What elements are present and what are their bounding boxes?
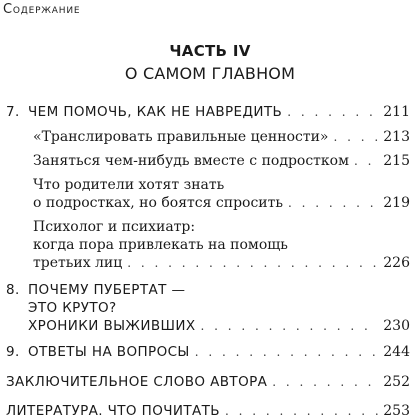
chapter-title: ПОЧЕМУ ПУБЕРТАТ — bbox=[28, 282, 186, 298]
toc-entry-afterword[interactable] bbox=[6, 374, 410, 390]
dot-leader bbox=[272, 374, 378, 390]
toc-entry-literature[interactable] bbox=[6, 403, 410, 419]
toc-entry-section[interactable] bbox=[33, 195, 410, 211]
page-number: 213 bbox=[383, 129, 410, 145]
chapter-title: ОТВЕТЫ НА ВОПРОСЫ bbox=[28, 344, 190, 360]
chapter-title-continued: ХРОНИКИ ВЫЖИВШИХ bbox=[28, 318, 196, 334]
dot-leader bbox=[288, 195, 378, 211]
dot-leader bbox=[354, 153, 378, 169]
literature-title: ЛИТЕРАТУРА. ЧТО ПОЧИТАТЬ bbox=[6, 403, 220, 419]
part-subtitle: О САМОМ ГЛАВНОМ bbox=[124, 64, 296, 83]
toc-entry-section[interactable] bbox=[33, 153, 410, 169]
section-title: Психолог и психиатр: bbox=[33, 219, 196, 235]
page-number: 252 bbox=[383, 374, 410, 390]
toc-entry-section-line[interactable] bbox=[33, 177, 410, 193]
page-number: 215 bbox=[383, 153, 410, 169]
dot-leader bbox=[195, 344, 379, 360]
section-title: Что родители хотят знать bbox=[33, 177, 225, 193]
part-title: ЧАСТЬ IV bbox=[169, 42, 251, 60]
dot-leader bbox=[225, 403, 378, 419]
dot-leader bbox=[287, 104, 378, 120]
toc-entry-section[interactable] bbox=[33, 255, 410, 271]
toc-entry-section-line[interactable] bbox=[33, 219, 410, 235]
page-number: 253 bbox=[383, 403, 410, 419]
dot-leader bbox=[127, 255, 378, 271]
dot-leader bbox=[333, 129, 378, 145]
section-title-continued: третьих лиц bbox=[33, 255, 123, 271]
section-title: Заняться чем-нибудь вместе с подростком bbox=[33, 153, 349, 169]
chapter-title-continued: ЭТО КРУТО? bbox=[28, 300, 117, 316]
afterword-title: ЗАКЛЮЧИТЕЛЬНОЕ СЛОВО АВТОРА bbox=[6, 374, 268, 390]
chapter-number: 7. bbox=[6, 104, 20, 120]
toc-entry-section-line[interactable] bbox=[33, 237, 410, 253]
toc-entry-chapter-7[interactable] bbox=[6, 104, 410, 120]
running-head: Содержание bbox=[3, 2, 81, 17]
section-title-continued: когда пора привлекать на помощь bbox=[33, 237, 288, 253]
toc-entry-chapter-8-line[interactable] bbox=[6, 282, 410, 298]
section-title-continued: о подростках, но боятся спросить bbox=[33, 195, 283, 211]
page-number: 226 bbox=[383, 255, 410, 271]
toc-entry-chapter-8[interactable] bbox=[6, 318, 410, 334]
page-number: 211 bbox=[383, 104, 410, 120]
page-number: 230 bbox=[383, 318, 410, 334]
dot-leader bbox=[201, 318, 379, 334]
page-number: 219 bbox=[383, 195, 410, 211]
page-number: 244 bbox=[383, 344, 410, 360]
toc-entry-chapter-9[interactable] bbox=[6, 344, 410, 360]
chapter-number: 8. bbox=[6, 282, 20, 298]
toc-entry-chapter-8-line[interactable] bbox=[6, 300, 410, 316]
chapter-title: ЧЕМ ПОМОЧЬ, КАК НЕ НАВРЕДИТЬ bbox=[28, 104, 283, 120]
chapter-number: 9. bbox=[6, 344, 20, 360]
section-title: «Транслировать правильные ценности» bbox=[33, 129, 329, 145]
toc-entry-section[interactable] bbox=[33, 129, 410, 145]
